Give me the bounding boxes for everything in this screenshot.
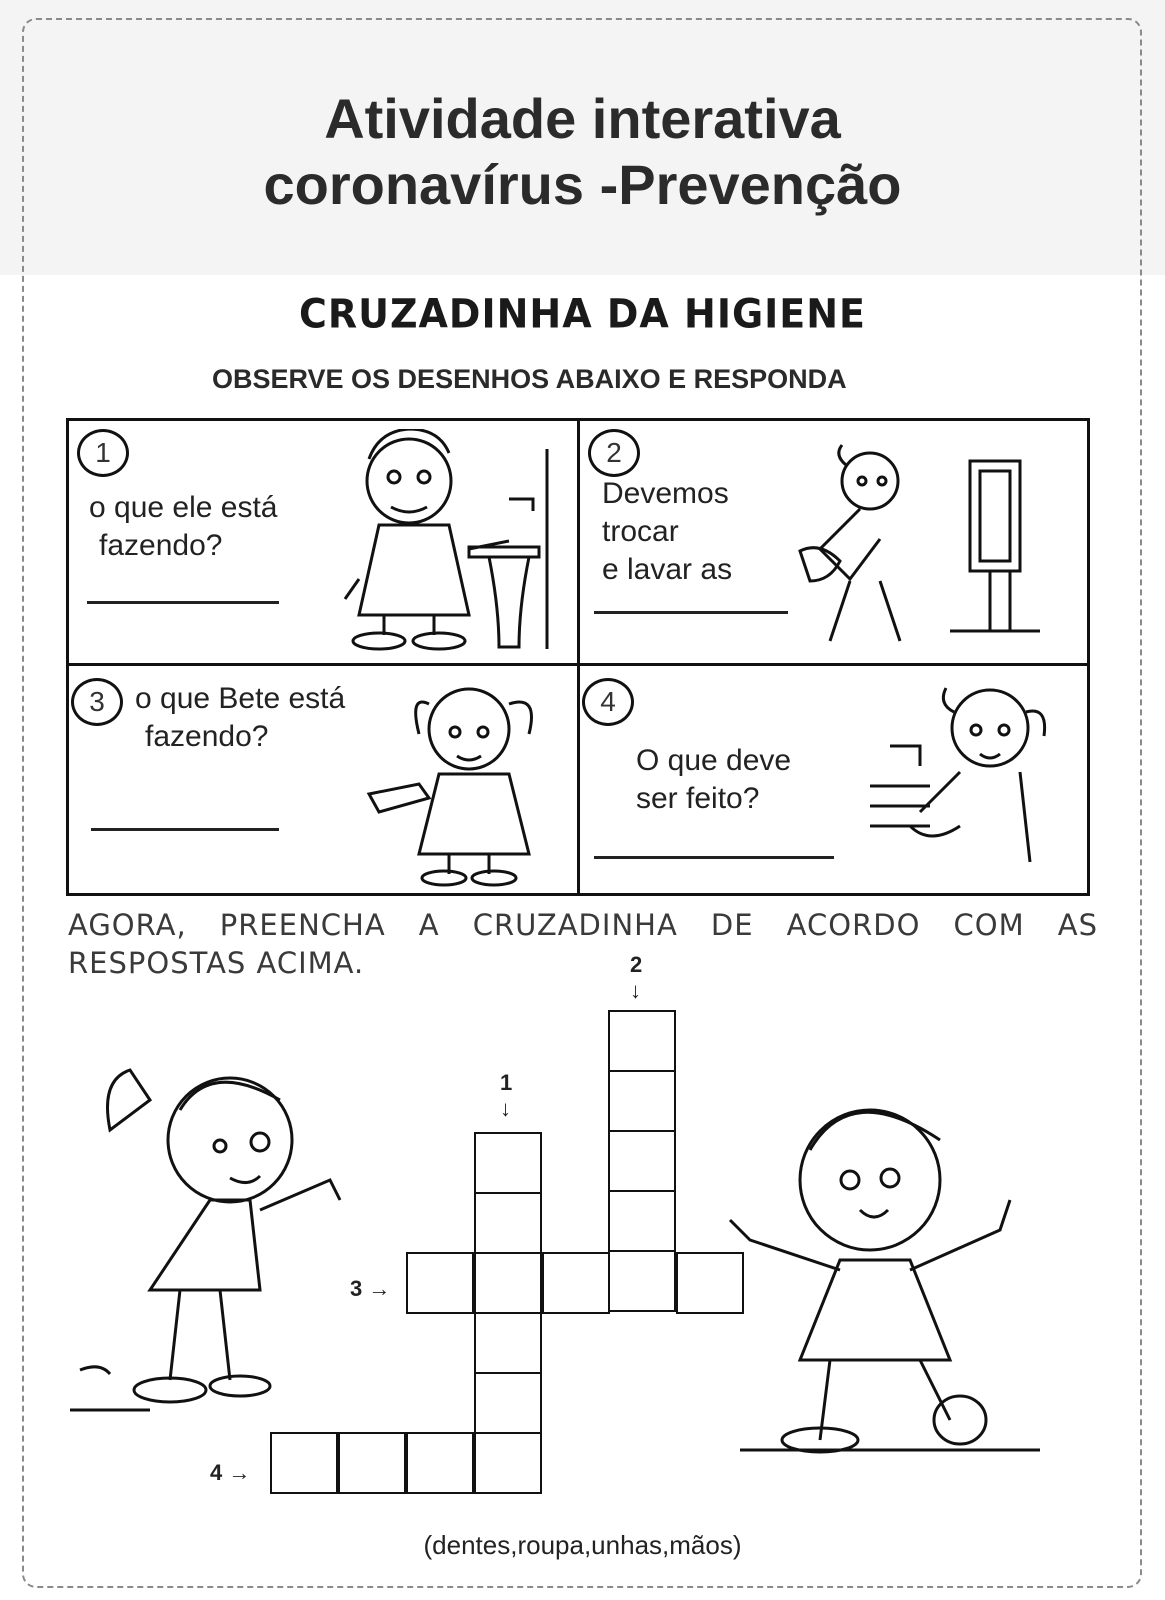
clue-1-label: 1 (500, 1070, 513, 1095)
girl-changing-clothes-illustration (790, 441, 1080, 651)
panel-number: 4 (582, 678, 634, 726)
crossword-cell[interactable] (474, 1192, 542, 1254)
panel-question-line2: trocar (602, 515, 679, 548)
clue-2-label: 2 (630, 952, 643, 977)
crossword-cell[interactable] (608, 1190, 676, 1252)
panel-1 (69, 421, 577, 663)
answer-line (594, 611, 788, 614)
crossword-cell[interactable] (542, 1252, 610, 1314)
crossword-cell[interactable] (608, 1070, 676, 1132)
panel-question-line3: e lavar as (602, 553, 733, 586)
girl-pointing-illustration (70, 1050, 360, 1430)
crossword-instruction: AGORA, PREENCHA A CRUZADINHA DE ACORDO COM AS RESPOSTAS ACIMA. (68, 908, 1098, 980)
answer-line (594, 856, 834, 859)
boy-waving-illustration (720, 1090, 1050, 1470)
clue-3-label: 3 → (350, 1276, 391, 1301)
crossword-cell[interactable] (270, 1432, 338, 1494)
crossword-cell[interactable] (608, 1250, 676, 1312)
panel-number: 2 (588, 429, 640, 477)
panel-question-line1: o que Bete está (135, 682, 346, 715)
crossword-cell[interactable] (608, 1130, 676, 1192)
crossword-cell[interactable] (474, 1252, 542, 1314)
panel-2 (580, 421, 1087, 663)
girl-washing-hands-illustration (870, 676, 1080, 888)
boy-brushing-teeth-illustration (339, 429, 571, 654)
question-grid (66, 418, 1090, 896)
panel-question-line1: O que deve (636, 744, 792, 777)
crossword-cell[interactable] (474, 1432, 542, 1494)
panel-number: 1 (77, 429, 129, 477)
clue-4-label: 4 → (210, 1460, 251, 1485)
crossword-cell[interactable] (608, 1010, 676, 1072)
panel-question-line2: fazendo? (99, 529, 223, 562)
answer-line (91, 828, 279, 831)
crossword-cell[interactable] (474, 1312, 542, 1374)
worksheet-subtitle: CRUZADINHA DA HIGIENE (298, 290, 867, 338)
crossword-cell[interactable] (406, 1252, 474, 1314)
arrow-down-icon: ↓ (500, 1096, 511, 1121)
panel-4 (580, 666, 1087, 893)
crossword-cell[interactable] (474, 1372, 542, 1434)
page-title-line2: coronavírus -Prevenção (263, 153, 902, 216)
worksheet-instruction: OBSERVE OS DESENHOS ABAIXO E RESPONDA (212, 364, 847, 394)
panel-question-line2: ser feito? (636, 782, 760, 815)
girl-cutting-nails-illustration (359, 674, 569, 888)
crossword-cell[interactable] (474, 1132, 542, 1194)
page-title-line1: Atividade interativa (324, 87, 841, 150)
answer-line (87, 601, 279, 604)
word-bank: (dentes,roupa,unhas,mãos) (423, 1530, 742, 1560)
panel-3 (69, 666, 577, 893)
crossword-cell[interactable] (406, 1432, 474, 1494)
panel-question-line1: o que ele está (89, 491, 278, 524)
arrow-down-icon: ↓ (630, 978, 641, 1003)
panel-question-line2: fazendo? (145, 720, 269, 753)
panel-number: 3 (71, 678, 123, 726)
panel-question-line1: Devemos (602, 477, 729, 510)
crossword-cell[interactable] (338, 1432, 406, 1494)
